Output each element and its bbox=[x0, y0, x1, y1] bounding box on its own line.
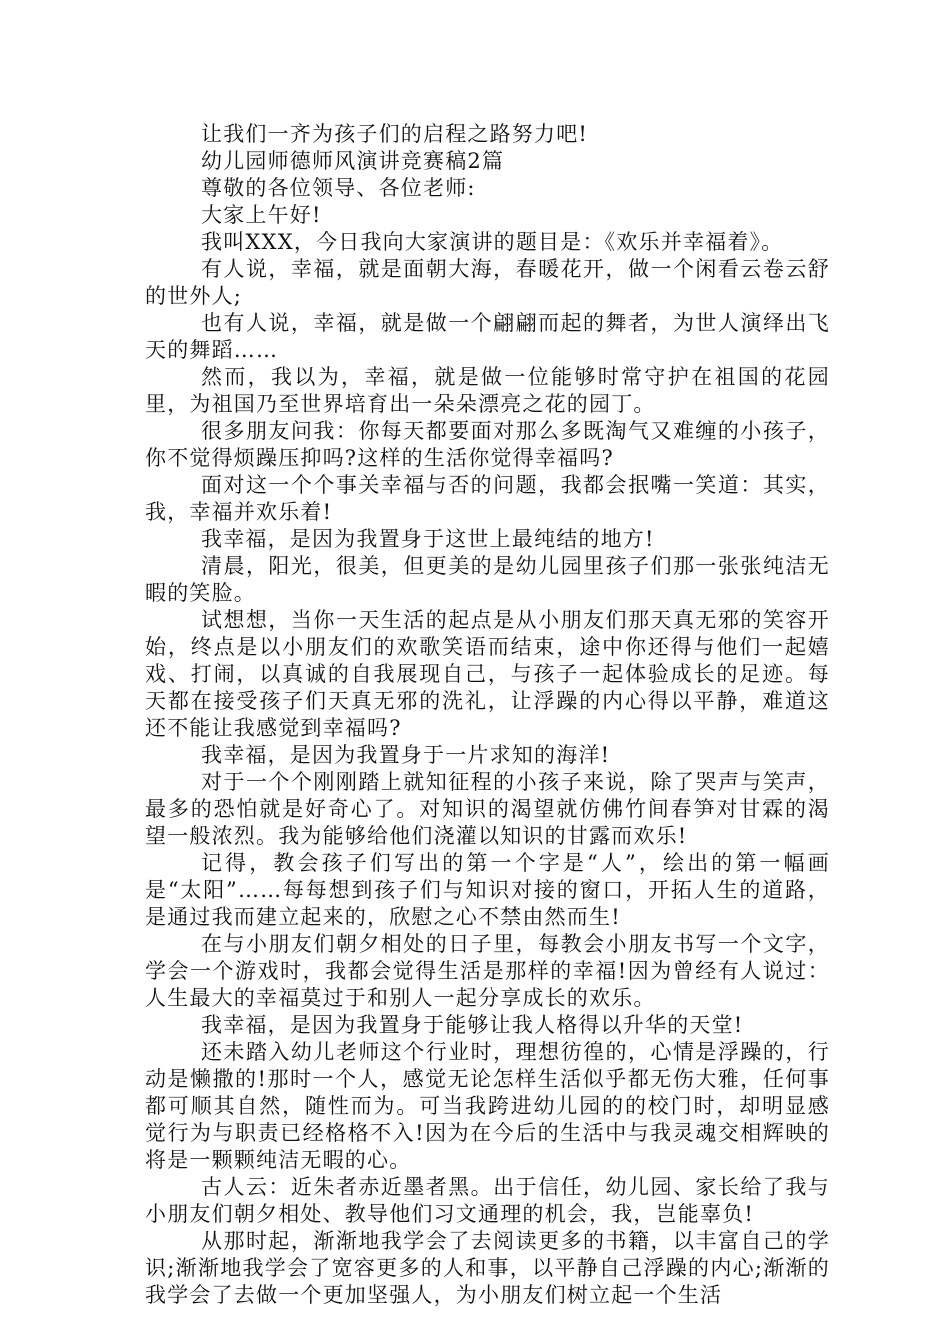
speech-text-body bbox=[145, 121, 830, 1309]
paragraph-18: 我幸福，是因为我置身于能够让我人格得以升华的天堂! bbox=[201, 1013, 744, 1037]
paragraph-12: 清晨，阳光，很美，但更美的是幼儿园里孩子们那一张张纯洁无暇的笑脸。 bbox=[145, 554, 830, 605]
paragraph-13: 试想想，当你一天生活的起点是从小朋友们那天真无邪的笑容开始，终点是以小朋友们的欢歌笑语而结束，途中你还得与他们一起嬉戏、打闹，以真诚的自我展现自己，与孩子一起体验成长的足迹。每天都在接受孩子们天真无邪的洗礼，让浮躁的内心得以平静，难道这还不能让我感觉到幸福吗? bbox=[145, 608, 830, 740]
paragraph-17: 在与小朋友们朝夕相处的日子里，每教会小朋友书写一个文字，学会一个游戏时，我都会觉得生活是那样的幸福!因为曾经有人说过：人生最大的幸福莫过于和别人一起分享成长的欢乐。 bbox=[145, 932, 830, 1010]
paragraph-14: 我幸福，是因为我置身于一片求知的海洋! bbox=[201, 743, 611, 767]
paragraph-1: 让我们一齐为孩子们的启程之路努力吧! bbox=[201, 122, 589, 146]
paragraph-5: 我叫XXX，今日我向大家演讲的题目是：《欢乐并幸福着》。 bbox=[201, 230, 784, 254]
paragraph-10: 面对这一个个事关幸福与否的问题，我都会抿嘴一笑道：其实，我，幸福并欢乐着! bbox=[145, 473, 830, 524]
paragraph-6: 有人说，幸福，就是面朝大海，春暖花开，做一个闲看云卷云舒的世外人; bbox=[145, 257, 830, 308]
paragraph-16: 记得，教会孩子们写出的第一个字是“人”，绘出的第一幅画是“太阳”……每每想到孩子们与知识对接的窗口，开拓人生的道路，是通过我而建立起来的，欣慰之心不禁由然而生! bbox=[145, 851, 830, 929]
paragraph-3-salutation: 尊敬的各位领导、各位老师: bbox=[201, 176, 476, 200]
paragraph-8: 然而，我以为，幸福，就是做一位能够时常守护在祖国的花园里，为祖国乃至世界培育出一朵朵漂亮之花的园丁。 bbox=[145, 365, 830, 416]
paragraph-11: 我幸福，是因为我置身于这世上最纯结的地方! bbox=[201, 527, 655, 551]
paragraph-4-greeting: 大家上午好! bbox=[201, 203, 322, 227]
paragraph-15: 对于一个个刚刚踏上就知征程的小孩子来说，除了哭声与笑声，最多的恐怕就是好奇心了。对知识的渴望就仿佛竹间春笋对甘霖的渴望一般浓烈。我为能够给他们浇灌以知识的甘露而欢乐! bbox=[145, 770, 830, 848]
paragraph-2-section-title: 幼儿园师德师风演讲竞赛稿2篇 bbox=[201, 149, 505, 173]
paragraph-19: 还未踏入幼儿老师这个行业时，理想彷徨的，心情是浮躁的，行动是懒撒的!那时一个人，感觉无论怎样生活似乎都无伤大雅，任何事都可顺其自然，随性而为。可当我跨进幼儿园的的校门时，却明显感觉行为与职责已经格格不入!因为在今后的生活中与我灵魂交相辉映的将是一颗颗纯洁无暇的心。 bbox=[145, 1040, 830, 1172]
paragraph-20: 古人云：近朱者赤近墨者黑。出于信任，幼儿园、家长给了我与小朋友们朝夕相处、教导他们习文通理的机会，我，岂能辜负! bbox=[145, 1175, 830, 1226]
paragraph-21: 从那时起，渐渐地我学会了去阅读更多的书籍，以丰富自己的学识;渐渐地我学会了宽容更多的人和事，以平静自己浮躁的内心;渐渐的我学会了去做一个更加坚强人，为小朋友们树立起一个生活 bbox=[145, 1229, 830, 1307]
paragraph-7: 也有人说，幸福，就是做一个翩翩而起的舞者，为世人演绎出飞天的舞蹈…… bbox=[145, 311, 830, 362]
paragraph-9: 很多朋友问我：你每天都要面对那么多既淘气又难缠的小孩子，你不觉得烦躁压抑吗?这样的生活你觉得幸福吗? bbox=[145, 419, 830, 470]
